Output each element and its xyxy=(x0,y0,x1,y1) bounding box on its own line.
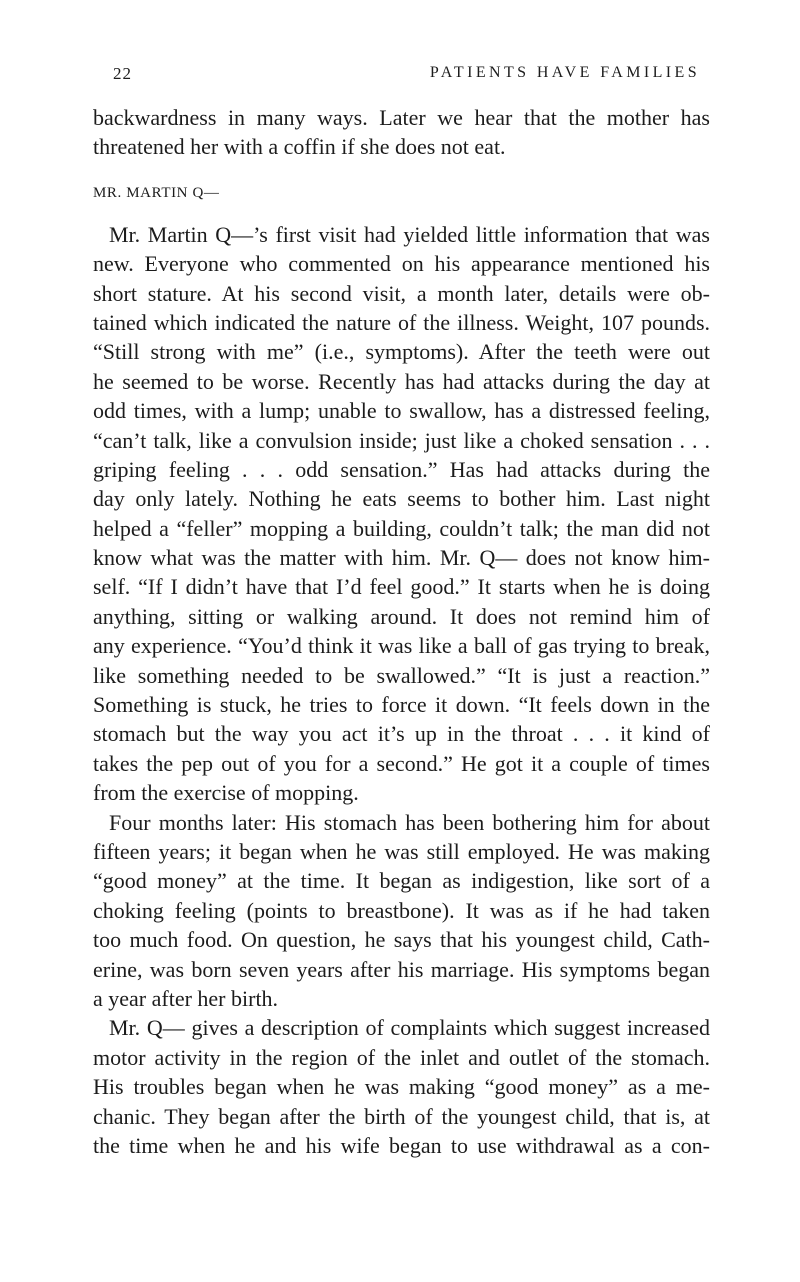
text-line: anything, sitting or walking around. It does not remind him of xyxy=(93,603,710,629)
text-line: a year after her birth. xyxy=(93,985,279,1011)
text-line: “Still strong with me” (i.e., symptoms). After the teeth were out xyxy=(93,339,710,365)
text-line: day only lately. Nothing he eats seems to bother him. Last night xyxy=(93,486,710,512)
text-line: any experience. “You’d think it was like a ball of gas trying to break, xyxy=(93,633,710,659)
text-line: griping feeling . . . odd sensation.” Has had attacks during the xyxy=(93,456,710,482)
paragraph-four-months-later xyxy=(93,808,710,1014)
text-line: “good money” at the time. It began as indigestion, like sort of a xyxy=(93,868,710,894)
text-line: “can’t talk, like a convulsion inside; just like a choked sensation . . . xyxy=(93,427,710,453)
text-line: motor activity in the region of the inlet and outlet of the stomach. xyxy=(93,1044,710,1070)
text-line: the time when he and his wife began to use withdrawal as a con- xyxy=(93,1132,710,1158)
text-line: fifteen years; it began when he was still employed. He was making xyxy=(93,838,710,864)
text-line: Mr. Q— gives a description of complaints which suggest increased xyxy=(109,1015,710,1041)
text-line: stomach but the way you act it’s up in the throat . . . it kind of xyxy=(93,721,710,747)
text-line: choking feeling (points to breastbone). It was as if he had taken xyxy=(93,897,710,923)
text-line: know what was the matter with him. Mr. Q— does not know him- xyxy=(93,545,710,571)
text-line: Four months later: His stomach has been bothering him for about xyxy=(109,809,710,835)
text-line: Something is stuck, he tries to force it down. “It feels down in the xyxy=(93,692,710,718)
text-line: Mr. Martin Q—’s first visit had yielded little information that was xyxy=(109,221,710,247)
paragraph-first-visit xyxy=(93,220,710,808)
opening-paragraph xyxy=(93,103,710,162)
section-heading: MR. MARTIN Q— xyxy=(93,184,220,201)
text-line: His troubles began when he was making “good money” as a me- xyxy=(93,1074,710,1100)
text-line: threatened her with a coffin if she does not eat. xyxy=(93,134,506,160)
text-line: chanic. They began after the birth of the youngest child, that is, at xyxy=(93,1103,710,1129)
running-head xyxy=(113,64,700,90)
running-title: PATIENTS HAVE FAMILIES xyxy=(429,64,700,81)
text-line: too much food. On question, he says that his youngest child, Cath- xyxy=(93,927,710,953)
page-number: 22 xyxy=(113,64,132,83)
text-line: erine, was born seven years after his marriage. His symptoms began xyxy=(93,956,710,982)
text-line: helped a “feller” mopping a building, couldn’t talk; the man did not xyxy=(93,515,710,541)
text-line: tained which indicated the nature of the illness. Weight, 107 pounds. xyxy=(93,309,710,335)
body-text xyxy=(93,103,710,1160)
text-line: takes the pep out of you for a second.” He got it a couple of times xyxy=(93,750,710,776)
text-line: backwardness in many ways. Later we hear that the mother has xyxy=(93,105,710,130)
text-line: self. “If I didn’t have that I’d feel good.” It starts when he is doing xyxy=(93,574,710,600)
text-line: he seemed to be worse. Recently has had attacks during the day at xyxy=(93,368,710,394)
text-line: like something needed to be swallowed.” “It is just a reaction.” xyxy=(93,662,710,688)
text-line: new. Everyone who commented on his appearance mentioned his xyxy=(93,251,710,277)
text-line: odd times, with a lump; unable to swallow, has a distressed feeling, xyxy=(93,398,710,424)
text-line: from the exercise of mopping. xyxy=(93,780,359,806)
text-line: short stature. At his second visit, a month later, details were ob- xyxy=(93,280,710,306)
paragraph-description xyxy=(93,1013,710,1160)
